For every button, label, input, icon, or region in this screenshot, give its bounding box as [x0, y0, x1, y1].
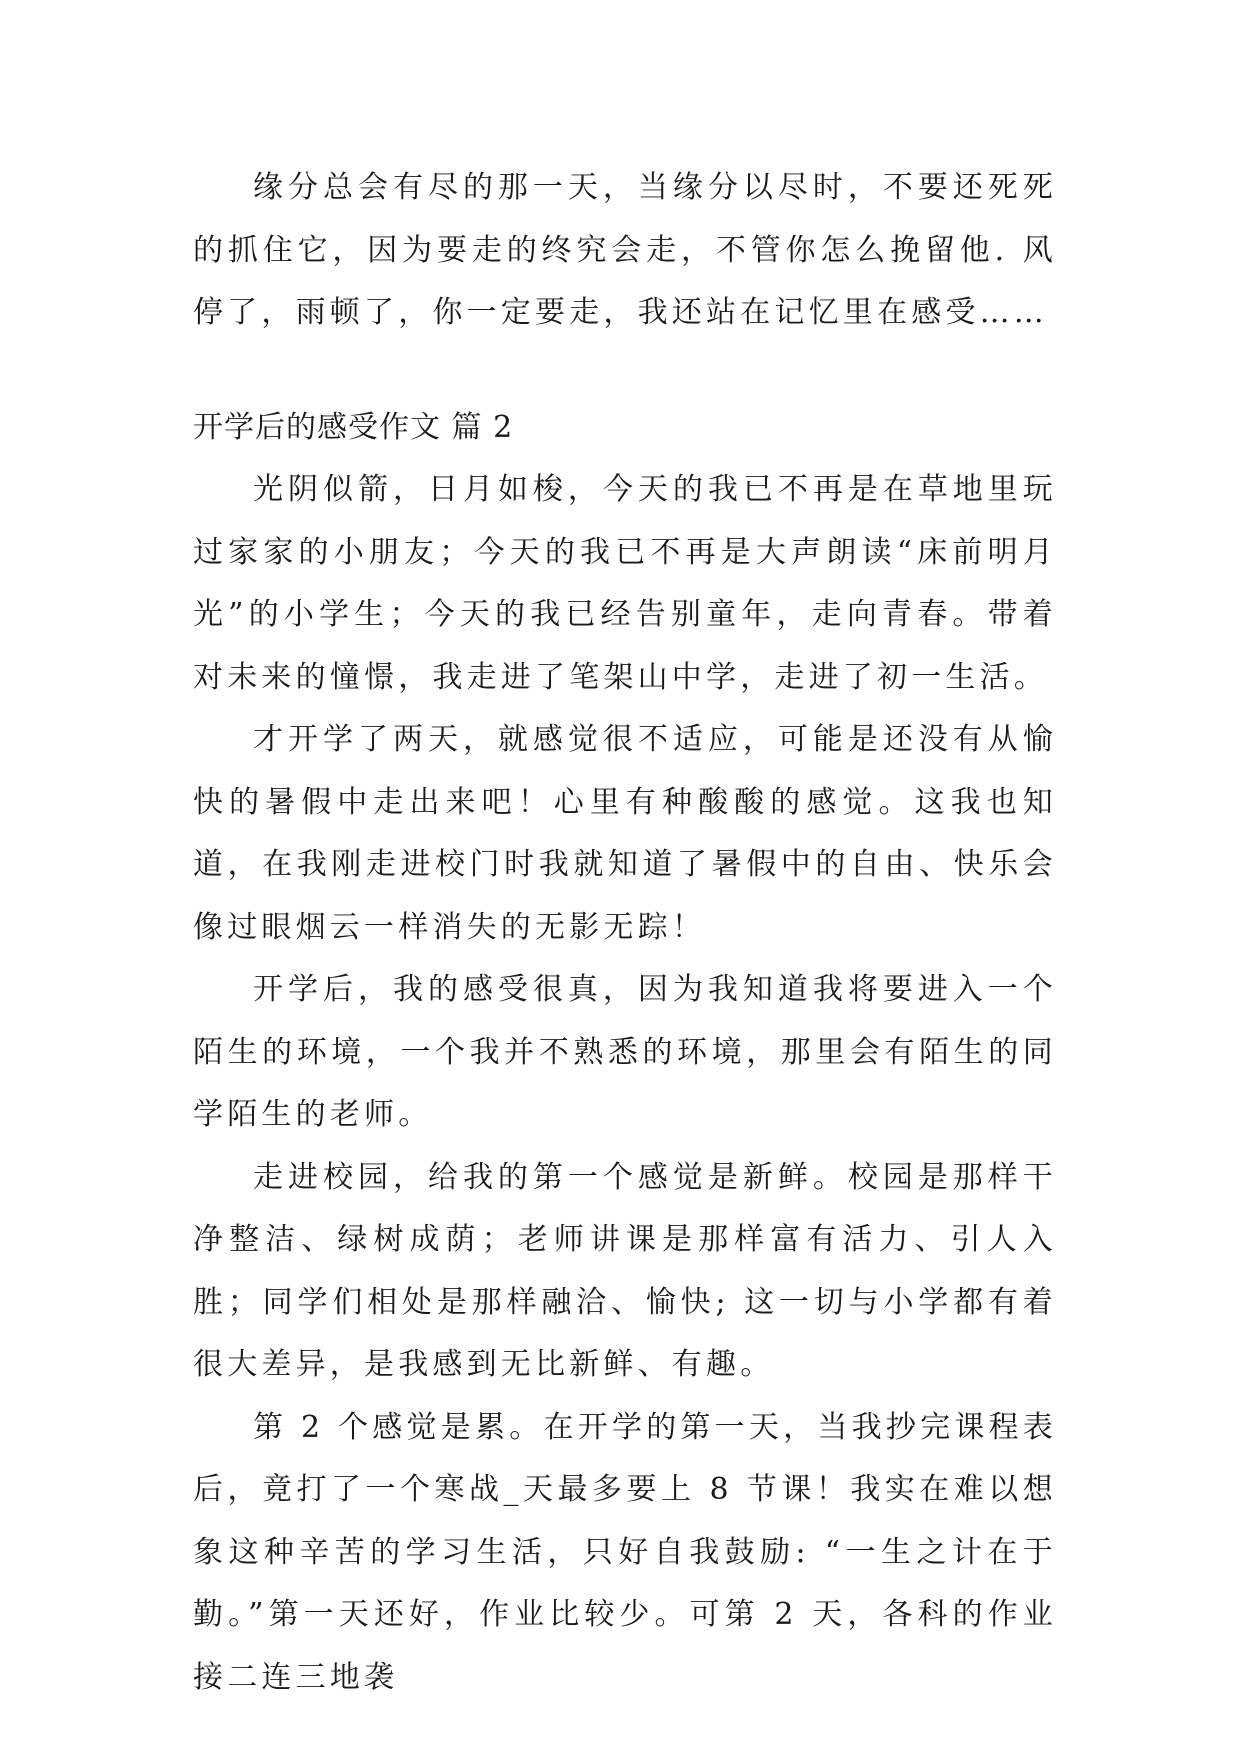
- section-paragraph-5: 第 2 个感觉是累。在开学的第一天，当我抄完课程表后，竟打了一个寒战_天最多要上 8 节课！我实在难以想象这种辛苦的学习生活，只好自我鼓励: “一生之计在于勤。”第一天还好，作业比较少。可第 2 天，各科的作业接二连三地袭: [193, 1409, 1057, 1695]
- section-title: 开学后的感受作文 篇 2: [193, 409, 514, 445]
- section-spacer: [193, 345, 1057, 397]
- section-paragraph-4: 走进校园，给我的第一个感觉是新鲜。校园是那样干净整洁、绿树成荫；老师讲课是那样富有活力、引人入胜；同学们相处是那样融洽、愉快; 这一切与小学都有着很大差异，是我感到无比新鲜、有趣。: [193, 1159, 1057, 1382]
- section-paragraph-1: 光阴似箭，日月如梭，今天的我已不再是在草地里玩过家家的小朋友；今天的我已不再是大声朗读“床前明月光”的小学生；今天的我已经告别童年，走向青春。带着对未来的憧憬，我走进了笔架山中学，走进了初一生活。: [193, 472, 1057, 695]
- section-paragraph-2: 才开学了两天，就感觉很不适应，可能是还没有从愉快的暑假中走出来吧！心里有种酸酸的感觉。这我也知道，在我刚走进校门时我就知道了暑假中的自由、快乐会像过眼烟云一样消失的无影无踪！: [193, 722, 1057, 945]
- section-paragraph-3: 开学后，我的感受很真，因为我知道我将要进入一个陌生的环境，一个我并不熟悉的环境，那里会有陌生的同学陌生的老师。: [193, 972, 1057, 1132]
- paragraph-intro: 缘分总会有尽的那一天，当缘分以尽时，不要还死死的抓住它，因为要走的终究会走，不管你怎么挽留他. 风停了，雨顿了，你一定要走，我还站在记忆里在感受……: [193, 170, 1057, 330]
- document-body: [193, 157, 1057, 1709]
